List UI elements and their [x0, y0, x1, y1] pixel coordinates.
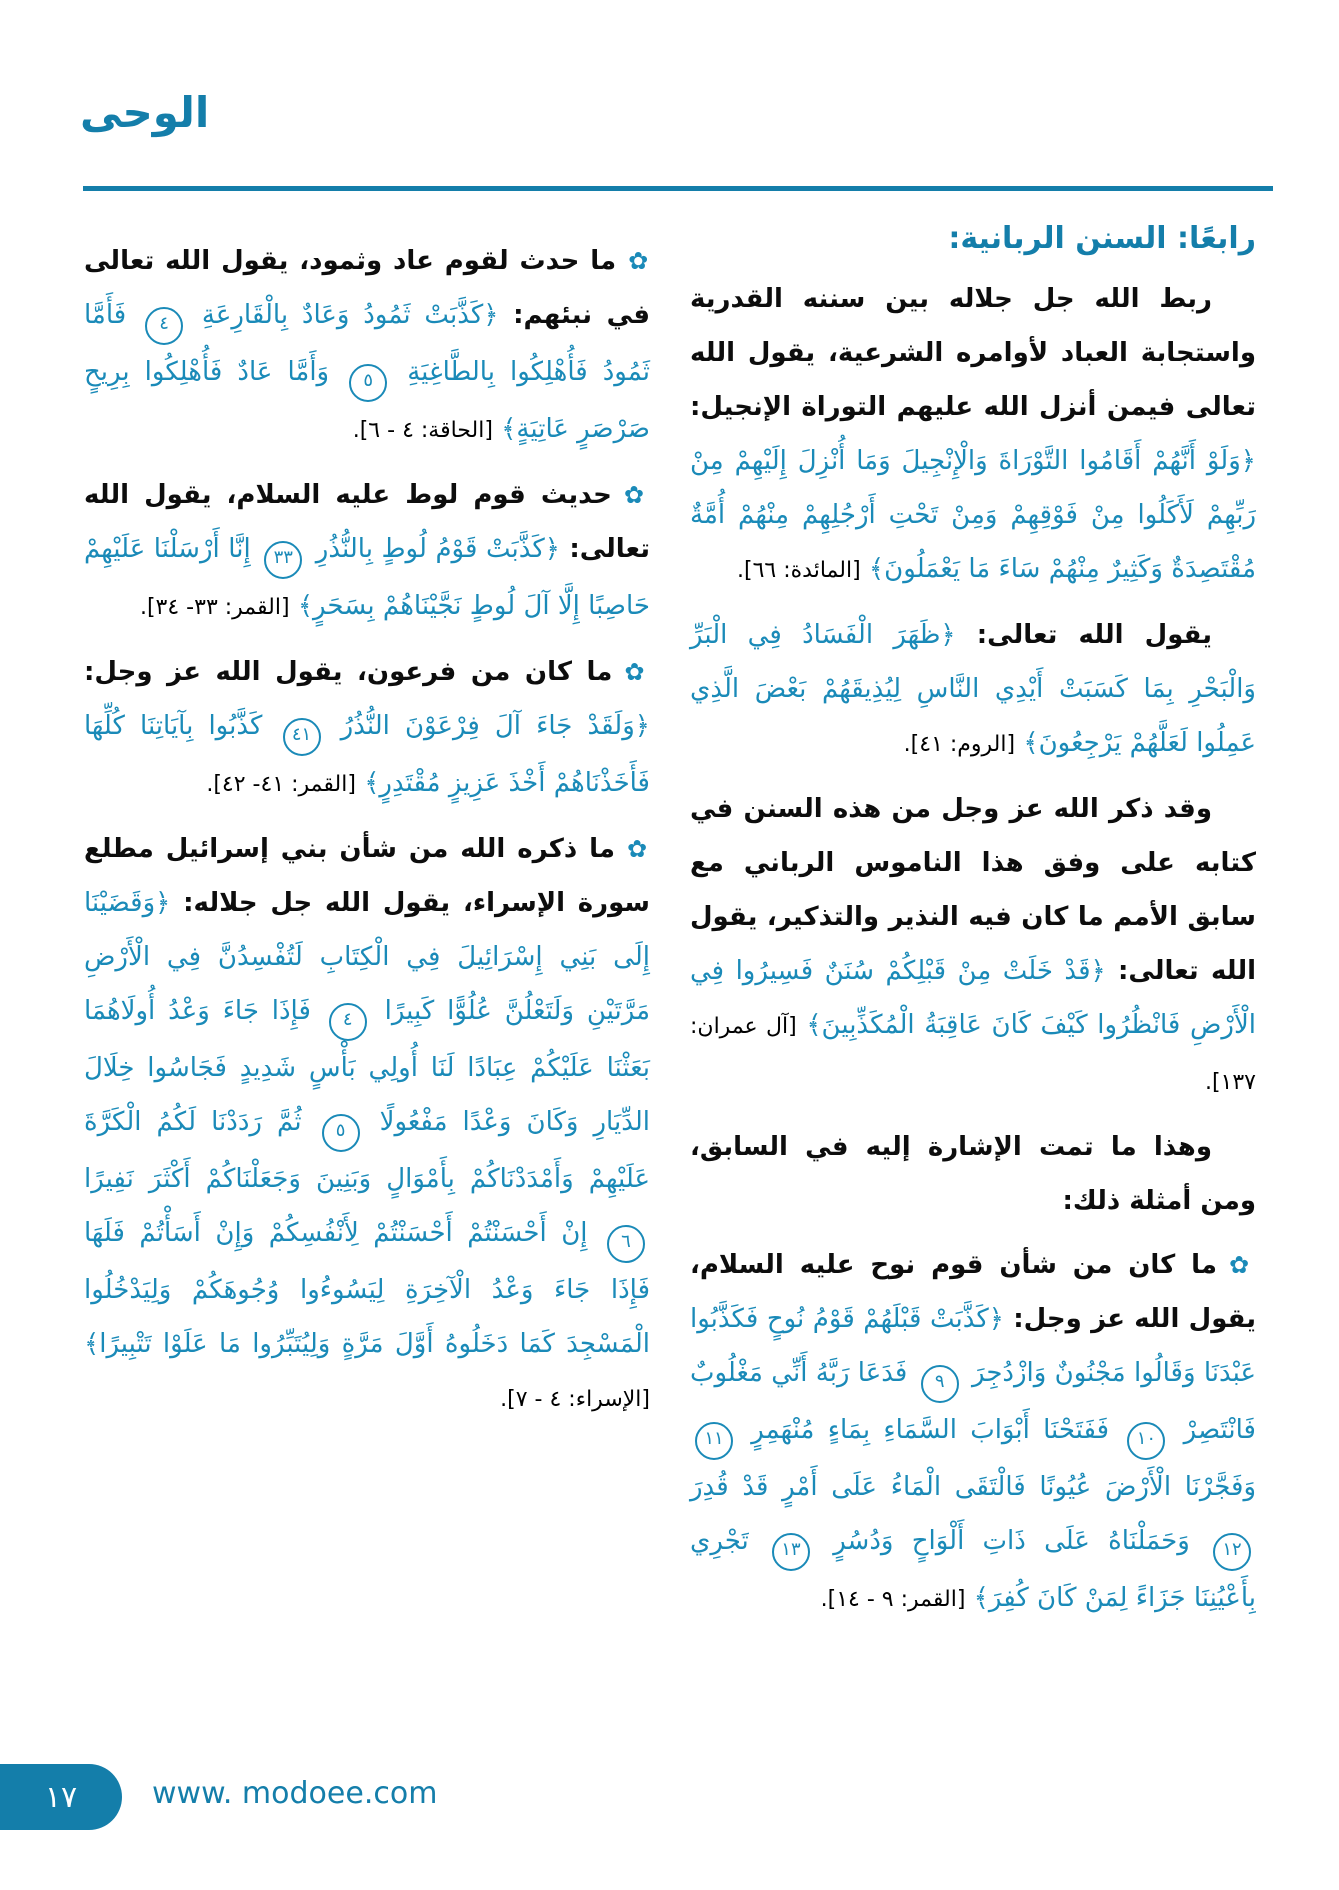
ayah-number: ٤ [329, 1003, 367, 1041]
paragraph [690, 272, 1256, 598]
page-number: ١٧ [44, 1779, 78, 1815]
flower-bullet-icon: ✿ [623, 481, 651, 509]
quran-verse: فَإِذَا جَاءَ وَعْدُ أُولَاهُمَا بَعَثْنَا عَلَيْكُمْ عِبَادًا لَنَا أُولِي بَأْسٍ شَدِيدٍ فَجَاسُوا خِلَالَ الدِّيَارِ وَكَانَ وَعْدًا مَفْعُولًا [84, 996, 650, 1137]
text-columns [84, 212, 1256, 1760]
quran-verse: ﴿قَدْ خَلَتْ مِنْ قَبْلِكُمْ سُنَنٌ فَسِيرُوا فِي الْأَرْضِ فَانْظُرُوا كَيْفَ كَانَ عَاقِبَةُ الْمُكَذِّبِينَ﴾ [690, 956, 1256, 1040]
body-text: وقد ذكر الله عز وجل من هذه السنن في كتابه على وفق هذا الناموس الرباني مع سابق الأمم ما كان فيه النذير والتذكير، يقول الله تعالى: [690, 794, 1256, 986]
ayah-number: ٤١ [283, 718, 321, 756]
bullet-paragraph [84, 822, 650, 1427]
quran-verse: فَفَتَحْنَا أَبْوَابَ السَّمَاءِ بِمَاءٍ مُنْهَمِرٍ [738, 1415, 1123, 1445]
bullet-paragraph [84, 468, 650, 635]
verse-reference: [القمر: ٩ - ١٤]. [820, 1587, 966, 1612]
quran-verse: وَفَجَّرْنَا الْأَرْضَ عُيُونًا فَالْتَقَى الْمَاءُ عَلَى أَمْرٍ قَدْ قُدِرَ [690, 1472, 1256, 1502]
quran-verse: إِنَّا أَرْسَلْنَا عَلَيْهِمْ حَاصِبًا إِلَّا آلَ لُوطٍ نَجَّيْنَاهُمْ بِسَحَرٍ﴾ [84, 534, 650, 621]
page-header-title: الوحى [80, 88, 210, 137]
quran-verse: إِنْ أَحْسَنْتُمْ أَحْسَنْتُمْ لِأَنْفُسِكُمْ وَإِنْ أَسَأْتُمْ فَلَهَا فَإِذَا جَاءَ وَعْدُ الْآخِرَةِ لِيَسُوءُوا وُجُوهَكُمْ وَلِيَدْخُلُوا الْمَسْجِدَ كَمَا دَخَلُوهُ أَوَّلَ مَرَّةٍ وَلِيُتَبِّرُوا مَا عَلَوْا تَتْبِيرًا﴾ [84, 1218, 650, 1359]
quran-verse: وَأَمَّا عَادٌ فَأُهْلِكُوا بِرِيحٍ صَرْصَرٍ عَاتِيَةٍ﴾ [84, 357, 650, 444]
body-text: ما كان من فرعون، يقول الله عز وجل: [84, 657, 613, 687]
verse-reference: [القمر: ٣٣- ٣٤]. [139, 595, 290, 620]
ayah-number: ٩ [921, 1365, 959, 1403]
quran-verse: ﴿كَذَّبَتْ قَبْلَهُمْ قَوْمُ نُوحٍ فَكَذَّبُوا عَبْدَنَا وَقَالُوا مَجْنُونٌ وَازْدُجِرَ [690, 1304, 1256, 1388]
ayah-number: ٥ [322, 1114, 360, 1152]
column-right [690, 212, 1256, 1760]
quran-verse: كَذَّبُوا بِآيَاتِنَا كُلِّهَا فَأَخَذْنَاهُمْ أَخْذَ عَزِيزٍ مُقْتَدِرٍ﴾ [84, 711, 650, 798]
quran-verse: ﴿وَلَقَدْ جَاءَ آلَ فِرْعَوْنَ النُّذُرُ [325, 711, 650, 741]
bullet-paragraph [690, 1238, 1256, 1627]
header-divider [83, 186, 1273, 191]
quran-verse: ﴿وَقَضَيْنَا إِلَى بَنِي إِسْرَائِيلَ فِي الْكِتَابِ لَتُفْسِدُنَّ فِي الْأَرْضِ مَرَّتَيْنِ وَلَتَعْلُنَّ عُلُوًّا كَبِيرًا [84, 888, 650, 1026]
column-left [84, 212, 650, 1760]
verse-reference: [الإسراء: ٤ - ٧]. [500, 1387, 650, 1412]
verse-reference: [المائدة: ٦٦]. [737, 558, 861, 583]
quran-verse: ﴿كَذَّبَتْ قَوْمُ لُوطٍ بِالنُّذُرِ [307, 534, 560, 564]
paragraph [690, 1120, 1256, 1228]
quran-verse: ﴿ظَهَرَ الْفَسَادُ فِي الْبَرِّ وَالْبَحْرِ بِمَا كَسَبَتْ أَيْدِي النَّاسِ لِيُذِيقَهُمْ بَعْضَ الَّذِي عَمِلُوا لَعَلَّهُمْ يَرْجِعُونَ﴾ [690, 620, 1256, 758]
ayah-number: ٥ [349, 364, 387, 402]
ayah-number: ١٠ [1127, 1422, 1165, 1460]
ayah-number: ٤ [145, 307, 183, 345]
paragraph [690, 782, 1256, 1110]
verse-reference: [الروم: ٤١]. [903, 732, 1016, 757]
bullet-paragraph [84, 234, 650, 458]
body-text: ما كان من شأن قوم نوح عليه السلام، يقول الله عز وجل: [690, 1250, 1256, 1334]
verse-reference: [الحاقة: ٤ - ٦]. [352, 418, 493, 443]
ayah-number: ٦ [607, 1225, 645, 1263]
quran-verse: ﴿كَذَّبَتْ ثَمُودُ وَعَادٌ بِالْقَارِعَةِ [188, 300, 499, 330]
verse-reference: [آل عمران: ١٣٧]. [690, 1014, 1256, 1095]
flower-bullet-icon: ✿ [627, 835, 650, 863]
body-text: حديث قوم لوط عليه السلام، يقول الله تعالى: [84, 480, 650, 564]
ayah-number: ١١ [695, 1422, 733, 1460]
quran-verse: تَجْرِي بِأَعْيُنِنَا جَزَاءً لِمَنْ كَانَ كُفِرَ﴾ [690, 1526, 1256, 1613]
ayah-number: ١٢ [1213, 1533, 1251, 1571]
quran-verse: ثُمَّ رَدَدْنَا لَكُمُ الْكَرَّةَ عَلَيْهِمْ وَأَمْدَدْنَاكُمْ بِأَمْوَالٍ وَبَنِينَ وَجَعَلْنَاكُمْ أَكْثَرَ نَفِيرًا [84, 1107, 650, 1194]
page-number-badge [0, 1764, 122, 1830]
body-text: ما ذكره الله من شأن بني إسرائيل مطلع سورة الإسراء، يقول الله جل جلاله: [84, 834, 650, 918]
body-text: ربط الله جل جلاله بين سننه القدرية واستجابة العباد لأوامره الشرعية، يقول الله تعالى فيمن أنزل الله عليهم التوراة الإنجيل: [690, 284, 1256, 422]
bullet-paragraph [84, 645, 650, 812]
body-text: ما حدث لقوم عاد وثمود، يقول الله تعالى في نبئهم: [84, 246, 650, 330]
body-text: وهذا ما تمت الإشارة إليه في السابق، ومن أمثلة ذلك: [690, 1132, 1256, 1216]
body-text: رابعًا: السنن الربانية: [948, 221, 1256, 256]
flower-bullet-icon: ✿ [628, 247, 651, 275]
paragraph [690, 608, 1256, 772]
quran-verse: فَدَعَا رَبَّهُ أَنِّي مَغْلُوبٌ فَانْتَصِرْ [690, 1358, 1256, 1445]
ayah-number: ١٣ [772, 1533, 810, 1571]
flower-bullet-icon: ✿ [624, 658, 651, 686]
quran-verse: فَأَمَّا ثَمُودُ فَأُهْلِكُوا بِالطَّاغِيَةِ [84, 300, 650, 387]
ayah-number: ٣٣ [264, 541, 302, 579]
quran-verse: وَحَمَلْنَاهُ عَلَى ذَاتِ أَلْوَاحٍ وَدُسُرٍ [814, 1526, 1208, 1556]
website-url: www. modoee.com [152, 1776, 438, 1811]
flower-bullet-icon: ✿ [1229, 1251, 1256, 1279]
verse-reference: [القمر: ٤١- ٤٢]. [206, 772, 356, 797]
body-text: يقول الله تعالى: [955, 620, 1213, 650]
quran-verse: ﴿وَلَوْ أَنَّهُمْ أَقَامُوا التَّوْرَاةَ وَالْإِنْجِيلَ وَمَا أُنْزِلَ إِلَيْهِمْ مِنْ رَبِّهِمْ لَأَكَلُوا مِنْ فَوْقِهِمْ وَمِنْ تَحْتِ أَرْجُلِهِمْ مِنْهُمْ أُمَّةٌ مُقْتَصِدَةٌ وَكَثِيرٌ مِنْهُمْ سَاءَ مَا يَعْمَلُونَ﴾ [690, 446, 1256, 584]
section-heading [690, 212, 1256, 266]
